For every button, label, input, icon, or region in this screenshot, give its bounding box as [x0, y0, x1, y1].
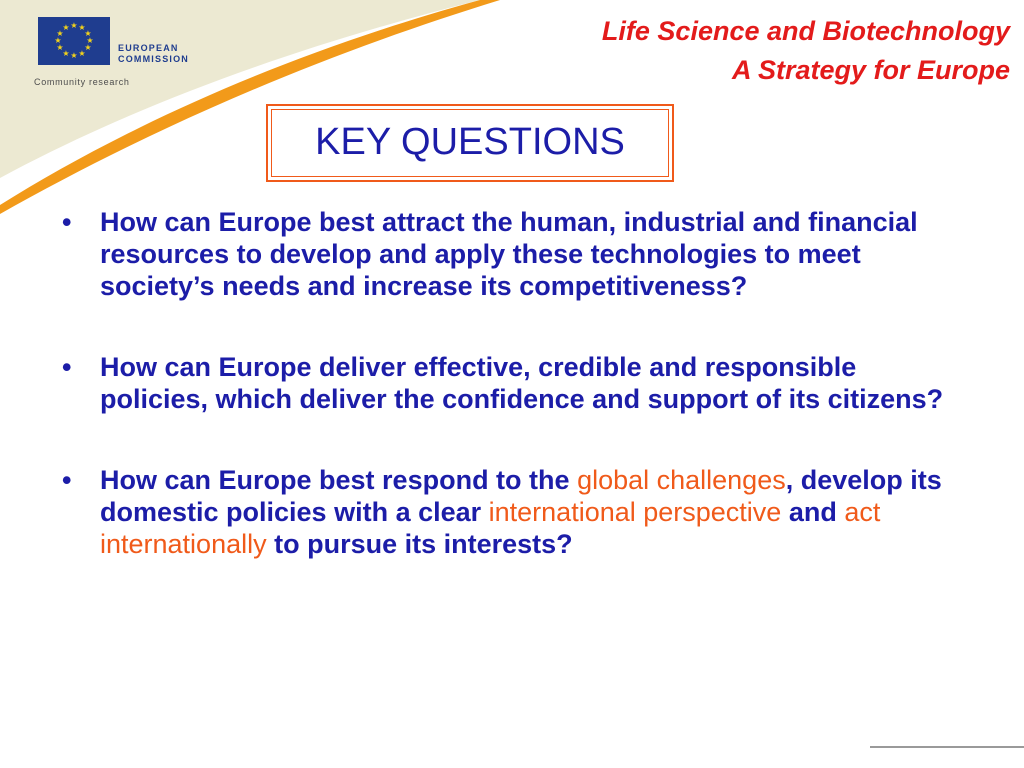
- bullet-icon: •: [62, 465, 72, 495]
- question-text-part-4: to pursue its interests?: [266, 529, 573, 559]
- question-text: How can Europe deliver effective, credible and responsible policies, which deliver the confidence and support of its citizens?: [100, 352, 944, 414]
- organization-name: [118, 43, 189, 65]
- question-list: [62, 206, 962, 560]
- eu-star-icon: ★: [62, 23, 70, 32]
- eu-star-icon: ★: [56, 29, 64, 38]
- organization-line-2: COMMISSION: [118, 54, 190, 64]
- question-text-part-3: and: [781, 497, 845, 527]
- eu-star-icon: ★: [56, 43, 64, 52]
- highlight-global-challenges: global challenges: [577, 465, 786, 495]
- highlight-act-internationally: act internationally: [100, 497, 881, 559]
- organization-line-1: EUROPEAN: [118, 43, 179, 53]
- key-questions-title: KEY QUESTIONS: [315, 121, 625, 163]
- question-text-part-2: , develop its domestic policies with a clear: [100, 465, 942, 527]
- bullet-icon: •: [62, 352, 72, 382]
- eu-star-icon: ★: [70, 21, 78, 30]
- community-research-label: Community research: [34, 77, 130, 87]
- eu-star-icon: ★: [84, 43, 92, 52]
- highlight-international-perspective: international perspective: [488, 497, 782, 527]
- eu-star-icon: ★: [86, 36, 94, 45]
- eu-star-icon: ★: [78, 49, 86, 58]
- eu-star-icon: ★: [62, 49, 70, 58]
- page-title-line-1: Life Science and Biotechnology: [601, 16, 1010, 46]
- eu-flag-logo: [38, 17, 110, 65]
- eu-star-icon: ★: [78, 23, 86, 32]
- page-title-line-2: A Strategy for Europe: [731, 55, 1010, 85]
- bullet-icon: •: [62, 207, 72, 237]
- footer-divider: [870, 746, 1024, 748]
- list-item: [62, 351, 962, 415]
- eu-star-icon: ★: [54, 36, 62, 45]
- list-item: [62, 464, 962, 560]
- list-item: [62, 206, 962, 302]
- eu-star-icon: ★: [70, 51, 78, 60]
- key-questions-box: [266, 104, 674, 182]
- eu-star-icon: ★: [84, 29, 92, 38]
- question-text: How can Europe best attract the human, industrial and financial resources to develop and apply these technologies to meet society’s needs and increase its competitiveness?: [100, 207, 918, 301]
- question-text-part-1: How can Europe best respond to the: [100, 465, 578, 495]
